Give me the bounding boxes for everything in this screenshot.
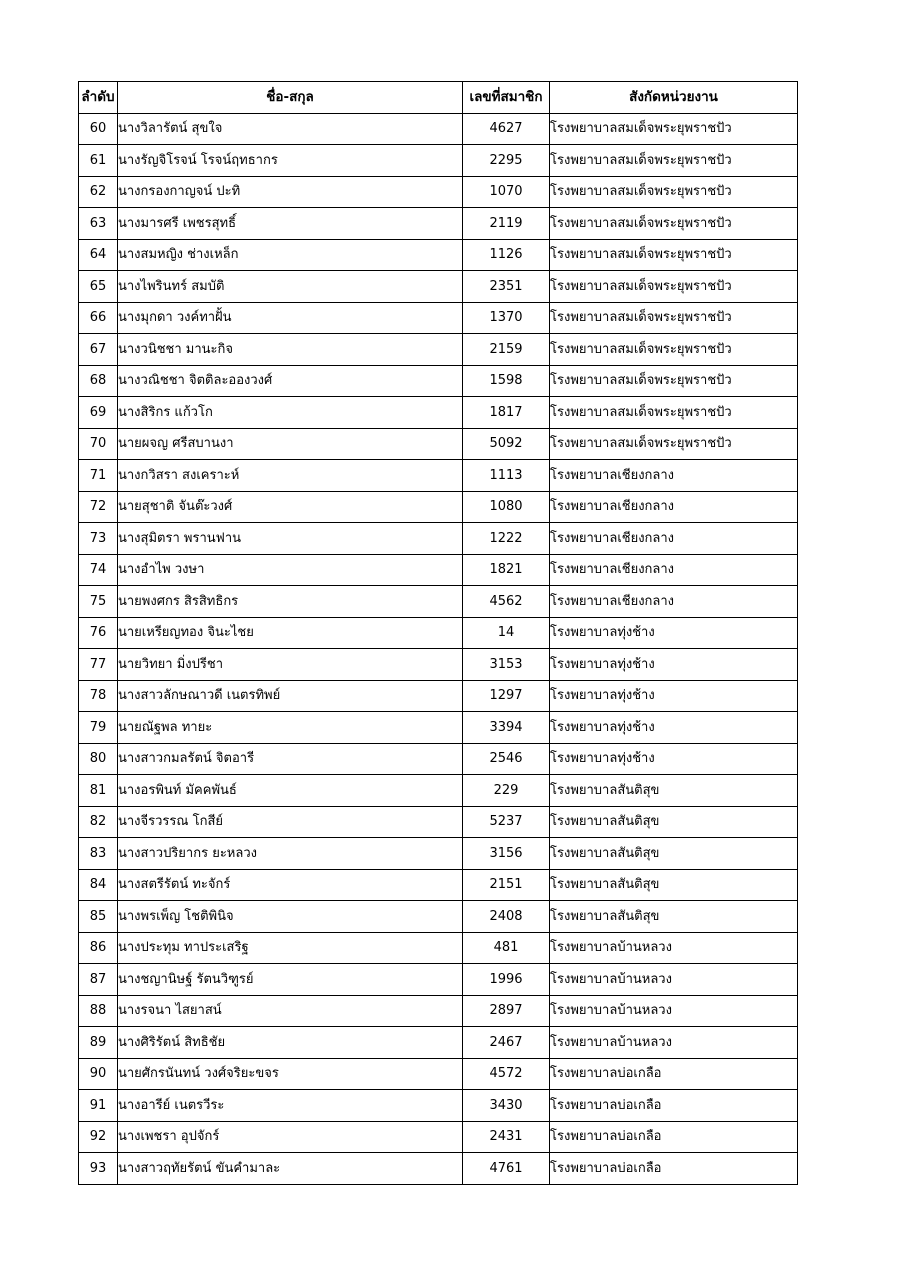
table-row [79, 806, 798, 838]
table-row [79, 428, 798, 460]
row-order-no: 60 [79, 113, 118, 145]
row-order-no: 80 [79, 743, 118, 775]
row-full-name: นายวิทยา มิ่งปรีชา [118, 649, 463, 681]
row-affiliated-unit: โรงพยาบาลสมเด็จพระยุพราชปัว [550, 208, 798, 240]
table-row [79, 302, 798, 334]
row-order-no: 61 [79, 145, 118, 177]
row-order-no: 63 [79, 208, 118, 240]
row-member-number: 1080 [463, 491, 550, 523]
row-affiliated-unit: โรงพยาบาลเชียงกลาง [550, 554, 798, 586]
row-member-number: 3394 [463, 712, 550, 744]
table-row [79, 491, 798, 523]
row-full-name: นางมุกดา วงค์ทาฝั้น [118, 302, 463, 334]
row-full-name: นางมารศรี เพชรสุทธิ์ [118, 208, 463, 240]
row-member-number: 3430 [463, 1090, 550, 1122]
table-row [79, 586, 798, 618]
row-member-number: 4562 [463, 586, 550, 618]
row-member-number: 1070 [463, 176, 550, 208]
row-order-no: 78 [79, 680, 118, 712]
row-affiliated-unit: โรงพยาบาลทุ่งช้าง [550, 712, 798, 744]
row-order-no: 68 [79, 365, 118, 397]
row-order-no: 62 [79, 176, 118, 208]
row-order-no: 75 [79, 586, 118, 618]
row-full-name: นางกวิสรา สงเคราะห์ [118, 460, 463, 492]
table-row [79, 901, 798, 933]
row-affiliated-unit: โรงพยาบาลสมเด็จพระยุพราชปัว [550, 145, 798, 177]
row-member-number: 4572 [463, 1058, 550, 1090]
row-order-no: 82 [79, 806, 118, 838]
row-order-no: 91 [79, 1090, 118, 1122]
row-affiliated-unit: โรงพยาบาลสันติสุข [550, 838, 798, 870]
row-member-number: 2159 [463, 334, 550, 366]
row-full-name: นางรจนา ไสยาสน์ [118, 995, 463, 1027]
table-header-row [79, 82, 798, 114]
header-full-name: ชื่อ-สกุล [118, 82, 463, 114]
table-row [79, 712, 798, 744]
table-row [79, 554, 798, 586]
row-order-no: 81 [79, 775, 118, 807]
row-order-no: 73 [79, 523, 118, 555]
row-order-no: 64 [79, 239, 118, 271]
row-member-number: 1113 [463, 460, 550, 492]
row-affiliated-unit: โรงพยาบาลสมเด็จพระยุพราชปัว [550, 302, 798, 334]
row-full-name: นางสมหญิง ช่างเหล็ก [118, 239, 463, 271]
row-order-no: 70 [79, 428, 118, 460]
row-affiliated-unit: โรงพยาบาลสมเด็จพระยุพราชปัว [550, 365, 798, 397]
table-row [79, 208, 798, 240]
row-affiliated-unit: โรงพยาบาลเชียงกลาง [550, 460, 798, 492]
table-row [79, 1090, 798, 1122]
row-full-name: นางวิลารัตน์ สุขใจ [118, 113, 463, 145]
row-affiliated-unit: โรงพยาบาลสันติสุข [550, 775, 798, 807]
row-affiliated-unit: โรงพยาบาลบ่อเกลือ [550, 1153, 798, 1185]
table-row [79, 397, 798, 429]
row-full-name: นายเหรียญทอง จินะไชย [118, 617, 463, 649]
row-affiliated-unit: โรงพยาบาลบ่อเกลือ [550, 1090, 798, 1122]
row-member-number: 481 [463, 932, 550, 964]
row-affiliated-unit: โรงพยาบาลบ้านหลวง [550, 932, 798, 964]
row-full-name: นายณัฐพล ทายะ [118, 712, 463, 744]
row-member-number: 1370 [463, 302, 550, 334]
row-order-no: 93 [79, 1153, 118, 1185]
row-member-number: 1222 [463, 523, 550, 555]
table-row [79, 932, 798, 964]
row-full-name: นางสาวฤทัยรัตน์ ขันคำมาละ [118, 1153, 463, 1185]
row-affiliated-unit: โรงพยาบาลสมเด็จพระยุพราชปัว [550, 271, 798, 303]
row-member-number: 3153 [463, 649, 550, 681]
row-affiliated-unit: โรงพยาบาลสันติสุข [550, 869, 798, 901]
table-row [79, 176, 798, 208]
row-member-number: 1598 [463, 365, 550, 397]
row-full-name: นางรัญจิโรจน์ โรจน์ฤทธากร [118, 145, 463, 177]
row-full-name: นางประทุม ทาประเสริฐ [118, 932, 463, 964]
row-affiliated-unit: โรงพยาบาลสันติสุข [550, 901, 798, 933]
row-order-no: 85 [79, 901, 118, 933]
row-member-number: 2351 [463, 271, 550, 303]
row-full-name: นางสิริกร แก้วโก [118, 397, 463, 429]
row-full-name: นางจีรวรรณ โกสีย์ [118, 806, 463, 838]
table-row [79, 838, 798, 870]
row-full-name: นายพงศกร สิรสิทธิกร [118, 586, 463, 618]
row-affiliated-unit: โรงพยาบาลทุ่งช้าง [550, 680, 798, 712]
row-full-name: นางพรเพ็ญ โชติพินิจ [118, 901, 463, 933]
row-affiliated-unit: โรงพยาบาลสมเด็จพระยุพราชปัว [550, 428, 798, 460]
table-row [79, 1058, 798, 1090]
table-row [79, 523, 798, 555]
row-full-name: นายศักรนันทน์ วงศ์จริยะขจร [118, 1058, 463, 1090]
table-row [79, 964, 798, 996]
row-affiliated-unit: โรงพยาบาลเชียงกลาง [550, 491, 798, 523]
row-affiliated-unit: โรงพยาบาลสันติสุข [550, 806, 798, 838]
row-member-number: 229 [463, 775, 550, 807]
row-member-number: 2431 [463, 1121, 550, 1153]
row-affiliated-unit: โรงพยาบาลบ่อเกลือ [550, 1058, 798, 1090]
row-full-name: นางไพรินทร์ สมบัติ [118, 271, 463, 303]
row-member-number: 1126 [463, 239, 550, 271]
row-full-name: นางสุมิตรา พรานฟาน [118, 523, 463, 555]
row-member-number: 2467 [463, 1027, 550, 1059]
row-member-number: 5092 [463, 428, 550, 460]
row-affiliated-unit: โรงพยาบาลทุ่งช้าง [550, 743, 798, 775]
row-full-name: นางสตรีรัตน์ ทะจักร์ [118, 869, 463, 901]
table-row [79, 460, 798, 492]
row-order-no: 66 [79, 302, 118, 334]
row-affiliated-unit: โรงพยาบาลสมเด็จพระยุพราชปัว [550, 334, 798, 366]
row-member-number: 2295 [463, 145, 550, 177]
table-row [79, 1121, 798, 1153]
header-order-no: ลำดับ [79, 82, 118, 114]
row-member-number: 2151 [463, 869, 550, 901]
row-member-number: 1297 [463, 680, 550, 712]
row-full-name: นางสาวลักษณาวดี เนตรทิพย์ [118, 680, 463, 712]
row-full-name: นางวนิชชา มานะกิจ [118, 334, 463, 366]
row-affiliated-unit: โรงพยาบาลทุ่งช้าง [550, 649, 798, 681]
table-row [79, 145, 798, 177]
table-row [79, 680, 798, 712]
row-member-number: 3156 [463, 838, 550, 870]
row-order-no: 86 [79, 932, 118, 964]
table-row [79, 1153, 798, 1185]
table-row [79, 775, 798, 807]
row-full-name: นางเพชรา อุปจักร์ [118, 1121, 463, 1153]
row-affiliated-unit: โรงพยาบาลสมเด็จพระยุพราชปัว [550, 176, 798, 208]
row-full-name: นางชญานิษฐ์ รัตนวิฑูรย์ [118, 964, 463, 996]
row-affiliated-unit: โรงพยาบาลเชียงกลาง [550, 523, 798, 555]
row-member-number: 2546 [463, 743, 550, 775]
table-row [79, 365, 798, 397]
row-order-no: 69 [79, 397, 118, 429]
row-order-no: 84 [79, 869, 118, 901]
row-order-no: 83 [79, 838, 118, 870]
row-affiliated-unit: โรงพยาบาลทุ่งช้าง [550, 617, 798, 649]
table-row [79, 334, 798, 366]
row-affiliated-unit: โรงพยาบาลเชียงกลาง [550, 586, 798, 618]
row-order-no: 90 [79, 1058, 118, 1090]
row-member-number: 2897 [463, 995, 550, 1027]
row-member-number: 1817 [463, 397, 550, 429]
row-affiliated-unit: โรงพยาบาลสมเด็จพระยุพราชปัว [550, 397, 798, 429]
row-order-no: 87 [79, 964, 118, 996]
row-full-name: นางสาวกมลรัตน์ จิตอารี [118, 743, 463, 775]
row-full-name: นางวณิชชา จิตติละอองวงศ์ [118, 365, 463, 397]
row-full-name: นางอารีย์ เนตรวีระ [118, 1090, 463, 1122]
row-order-no: 92 [79, 1121, 118, 1153]
row-full-name: นายผจญ ศรีสบานงา [118, 428, 463, 460]
row-affiliated-unit: โรงพยาบาลบ่อเกลือ [550, 1121, 798, 1153]
row-member-number: 1821 [463, 554, 550, 586]
table-row [79, 239, 798, 271]
table-row [79, 617, 798, 649]
row-order-no: 89 [79, 1027, 118, 1059]
table-row [79, 995, 798, 1027]
row-member-number: 4627 [463, 113, 550, 145]
table-row [79, 271, 798, 303]
row-member-number: 2408 [463, 901, 550, 933]
header-affiliated-unit: สังกัดหน่วยงาน [550, 82, 798, 114]
row-order-no: 72 [79, 491, 118, 523]
row-full-name: นางอำไพ วงษา [118, 554, 463, 586]
table-row [79, 743, 798, 775]
row-affiliated-unit: โรงพยาบาลสมเด็จพระยุพราชปัว [550, 113, 798, 145]
row-member-number: 5237 [463, 806, 550, 838]
row-affiliated-unit: โรงพยาบาลบ้านหลวง [550, 995, 798, 1027]
row-full-name: นางกรองกาญจน์ ปะทิ [118, 176, 463, 208]
table-row [79, 649, 798, 681]
row-order-no: 67 [79, 334, 118, 366]
header-member-number: เลขที่สมาชิก [463, 82, 550, 114]
row-order-no: 77 [79, 649, 118, 681]
row-order-no: 74 [79, 554, 118, 586]
row-member-number: 4761 [463, 1153, 550, 1185]
row-order-no: 76 [79, 617, 118, 649]
row-order-no: 65 [79, 271, 118, 303]
member-table [78, 81, 798, 1185]
row-member-number: 1996 [463, 964, 550, 996]
row-order-no: 79 [79, 712, 118, 744]
row-order-no: 88 [79, 995, 118, 1027]
row-full-name: นางอรพินท์ มัคคพันธ์ [118, 775, 463, 807]
row-full-name: นางศิริรัตน์ สิทธิชัย [118, 1027, 463, 1059]
row-order-no: 71 [79, 460, 118, 492]
row-member-number: 2119 [463, 208, 550, 240]
table-row [79, 869, 798, 901]
table-row [79, 113, 798, 145]
row-affiliated-unit: โรงพยาบาลบ้านหลวง [550, 964, 798, 996]
row-full-name: นายสุชาติ จันต๊ะวงศ์ [118, 491, 463, 523]
table-row [79, 1027, 798, 1059]
row-affiliated-unit: โรงพยาบาลบ้านหลวง [550, 1027, 798, 1059]
row-member-number: 14 [463, 617, 550, 649]
row-affiliated-unit: โรงพยาบาลสมเด็จพระยุพราชปัว [550, 239, 798, 271]
row-full-name: นางสาวปริยากร ยะหลวง [118, 838, 463, 870]
